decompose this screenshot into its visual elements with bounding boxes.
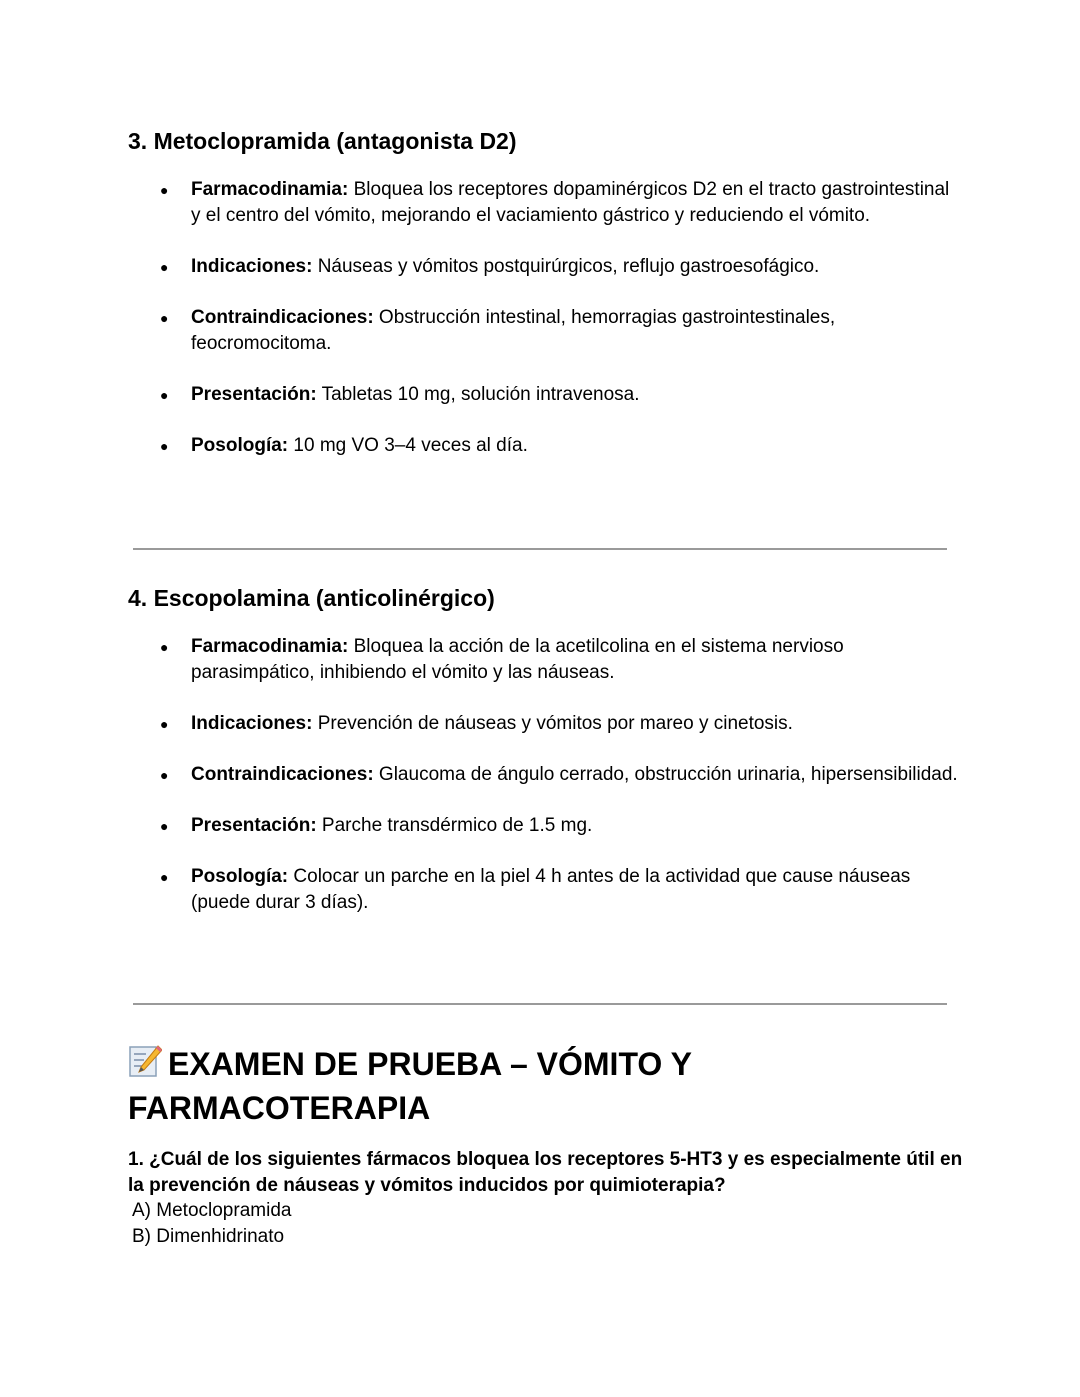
list-item: ● Contraindicaciones: Obstrucción intestinal, hemorragias gastrointestinales, feocromocitoma. (191, 305, 961, 357)
question-text: 1. ¿Cuál de los siguientes fármacos bloquea los receptores 5-HT3 y es especialmente útil en la prevención de náuseas y vómitos inducidos por quimioterapia? (128, 1149, 963, 1196)
answer-option: A) Metoclopramida (132, 1200, 292, 1221)
list-item: ● Contraindicaciones: Glaucoma de ángulo cerrado, obstrucción urinaria, hipersensibilidad. (191, 762, 961, 788)
divider (133, 1003, 947, 1005)
section-heading: 4. Escopolamina (anticolinérgico) (128, 585, 495, 611)
list-item: ● Posología: 10 mg VO 3–4 veces al día. (191, 433, 961, 459)
list-item: ● Farmacodinamia: Bloquea los receptores dopaminérgicos D2 en el tracto gastrointestinal y el centro del vómito, mejorando el vaciamiento gástrico y reduciendo el vómito. (191, 177, 961, 229)
exam-title: EXAMEN DE PRUEBA – VÓMITO Y FARMACOTERAPIA (128, 1046, 692, 1126)
section-heading: 3. Metoclopramida (antagonista D2) (128, 128, 517, 154)
list-item: ● Indicaciones: Náuseas y vómitos postquirúrgicos, reflujo gastroesofágico. (191, 254, 961, 280)
list-item: ● Indicaciones: Prevención de náuseas y vómitos por mareo y cinetosis. (191, 711, 961, 737)
list-item: ● Posología: Colocar un parche en la piel 4 h antes de la actividad que cause náuseas (puede durar 3 días). (191, 864, 961, 916)
list-item: ● Presentación: Tabletas 10 mg, solución intravenosa. (191, 382, 961, 408)
answer-option: B) Dimenhidrinato (132, 1225, 285, 1247)
bullet-list (191, 634, 961, 941)
bullet-list (191, 177, 961, 484)
list-item: ● Presentación: Parche transdérmico de 1.5 mg. (191, 813, 961, 839)
divider (133, 548, 947, 550)
memo-icon (128, 1044, 162, 1088)
question (128, 1147, 968, 1249)
list-item: ● Farmacodinamia: Bloquea la acción de la acetilcolina en el sistema nervioso parasimpático, inhibiendo el vómito y las náuseas. (191, 634, 961, 686)
